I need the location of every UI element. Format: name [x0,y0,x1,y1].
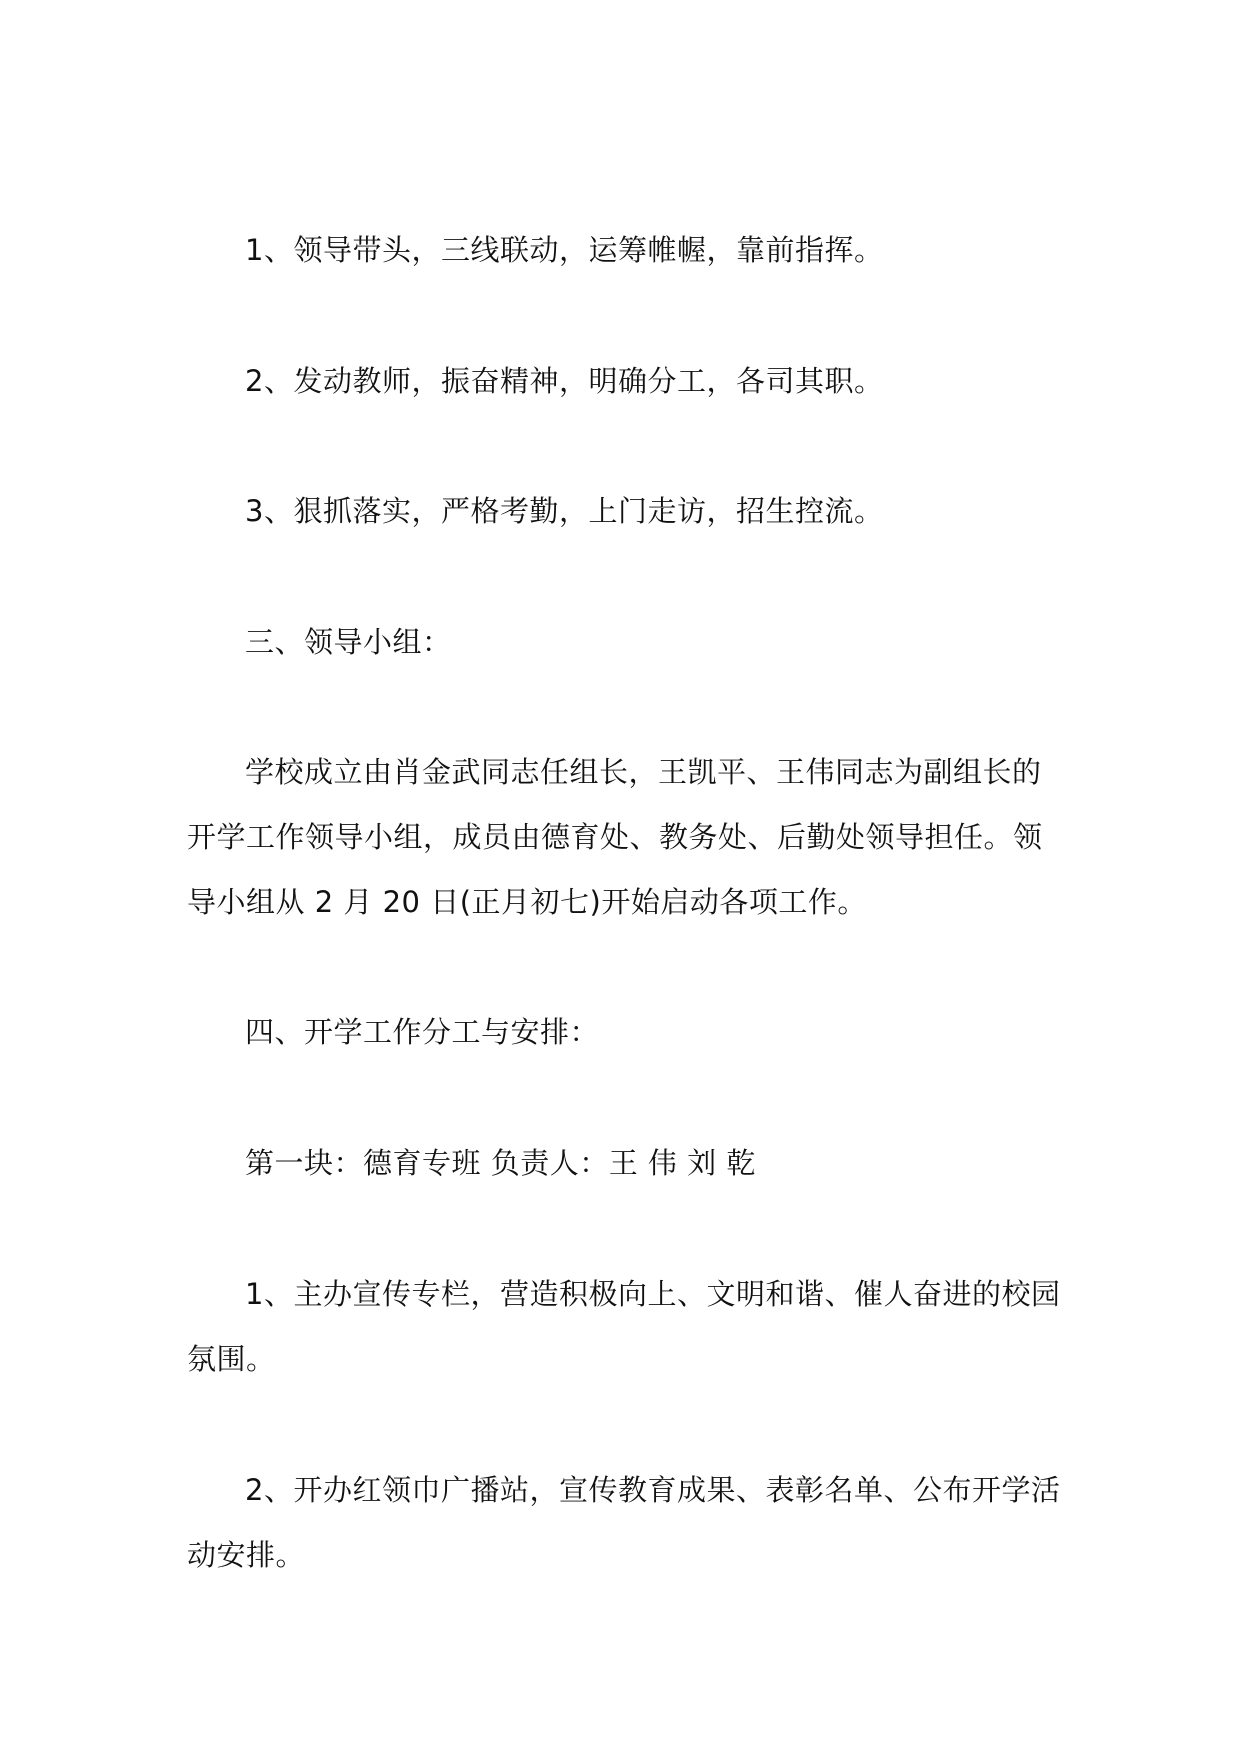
paragraph-2: 2、发动教师，振奋精神，明确分工，各司其职。 [245,364,884,398]
paragraph-broadcast-station: 2、开办红领巾广播站，宣传教育成果、表彰名单、公布开学活动安排。 [187,1473,1061,1572]
paragraph-publicity-column: 1、主办宣传专栏，营造积极向上、文明和谐、催人奋进的校园氛围。 [187,1277,1061,1376]
paragraph-3: 3、狠抓落实，严格考勤，上门走访，招生控流。 [245,494,884,528]
section-heading-work-arrangement: 四、开学工作分工与安排： [245,1015,600,1049]
paragraph-1: 1、领导带头，三线联动，运筹帷幄，靠前指挥。 [245,233,884,267]
subheading-moral-education: 第一块：德育专班 负责人：王 伟 刘 乾 [245,1146,756,1180]
section-heading-leadership-group: 三、领导小组： [245,625,452,659]
paragraph-leadership-group: 学校成立由肖金武同志任组长，王凯平、王伟同志为副组长的开学工作领导小组，成员由德育处、教务处、后勤处领导担任。领导小组从 2 月 20 日(正月初七)开始启动各项工作。 [187,755,1043,919]
